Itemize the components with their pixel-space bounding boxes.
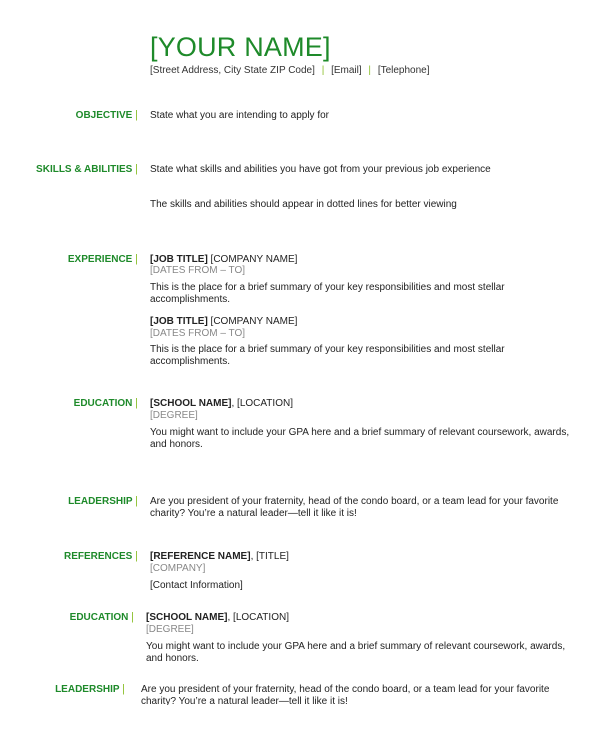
section-label-education: EDUCATION |: [69, 611, 134, 623]
job-title: [JOB TITLE]: [150, 316, 208, 327]
school-name: [SCHOOL NAME]: [146, 612, 228, 623]
school-location: , [LOCATION]: [231, 398, 293, 409]
company-name: [COMPANY NAME]: [207, 316, 298, 327]
street-address: [Street Address, City State ZIP Code]: [150, 65, 315, 76]
label-bar: |: [135, 253, 138, 265]
section-label-education: EDUCATION |: [73, 397, 138, 409]
skills-line-1: State what skills and abilities you have got from your previous job experience: [150, 164, 491, 175]
section-label-references: REFERENCES |: [64, 550, 138, 562]
section-label-leadership: LEADERSHIP |: [68, 495, 138, 507]
label-bar: |: [135, 397, 138, 409]
section-label-experience: EXPERIENCE |: [67, 253, 138, 265]
job-heading: [150, 316, 297, 328]
leadership-text: Are you president of your fraternity, head of the condo board, or a team lead for your favorite charity? You’re a natural leader—tell it like it is!: [141, 684, 550, 705]
label-bar: |: [122, 683, 125, 695]
label-bar: |: [135, 163, 138, 175]
company-name: [COMPANY NAME]: [207, 254, 298, 265]
section-label-skills: SKILLS & ABILITIES |: [36, 163, 138, 175]
education-summary: You might want to include your GPA here and a brief summary of relevant coursework, awards, and honors.: [146, 641, 566, 664]
job-dates: [DATES FROM – TO]: [150, 265, 246, 276]
job-summary: This is the place for a brief summary of your key responsibilities and most stellar accomplishments.: [150, 344, 505, 367]
resume-name: [YOUR NAME]: [150, 32, 331, 62]
degree: [DEGREE]: [146, 624, 194, 635]
reference-name: [REFERENCE NAME]: [150, 551, 251, 562]
contact-line: [150, 65, 430, 76]
school-heading: [146, 612, 289, 624]
label-bar: |: [135, 109, 138, 121]
school-heading: [150, 398, 293, 410]
section-label-objective: OBJECTIVE |: [75, 109, 138, 121]
reference-title: , [TITLE]: [250, 551, 289, 562]
contact-separator: |: [321, 65, 325, 76]
school-location: , [LOCATION]: [227, 612, 289, 623]
job-title: [JOB TITLE]: [150, 254, 208, 265]
telephone: [Telephone]: [377, 65, 430, 76]
label-bar: |: [135, 495, 138, 507]
reference-company: [COMPANY]: [150, 563, 206, 574]
section-label-leadership: LEADERSHIP |: [55, 683, 125, 695]
reference-heading: [150, 551, 289, 563]
job-dates: [DATES FROM – TO]: [150, 328, 246, 339]
degree: [DEGREE]: [150, 410, 198, 421]
reference-contact: [Contact Information]: [150, 580, 243, 591]
objective-text: State what you are intending to apply for: [150, 110, 330, 121]
job-summary: This is the place for a brief summary of your key responsibilities and most stellar accomplishments.: [150, 282, 505, 305]
education-summary: You might want to include your GPA here and a brief summary of relevant coursework, awards, and honors.: [150, 427, 570, 450]
email: [Email]: [331, 65, 362, 76]
contact-separator: |: [368, 65, 372, 76]
label-bar: |: [131, 611, 134, 623]
leadership-text: Are you president of your fraternity, head of the condo board, or a team lead for your favorite charity? You’re a natural leader—tell it like it is!: [150, 496, 559, 519]
label-bar: |: [135, 550, 138, 562]
skills-line-2: The skills and abilities should appear in dotted lines for better viewing: [150, 199, 457, 210]
school-name: [SCHOOL NAME]: [150, 398, 232, 409]
